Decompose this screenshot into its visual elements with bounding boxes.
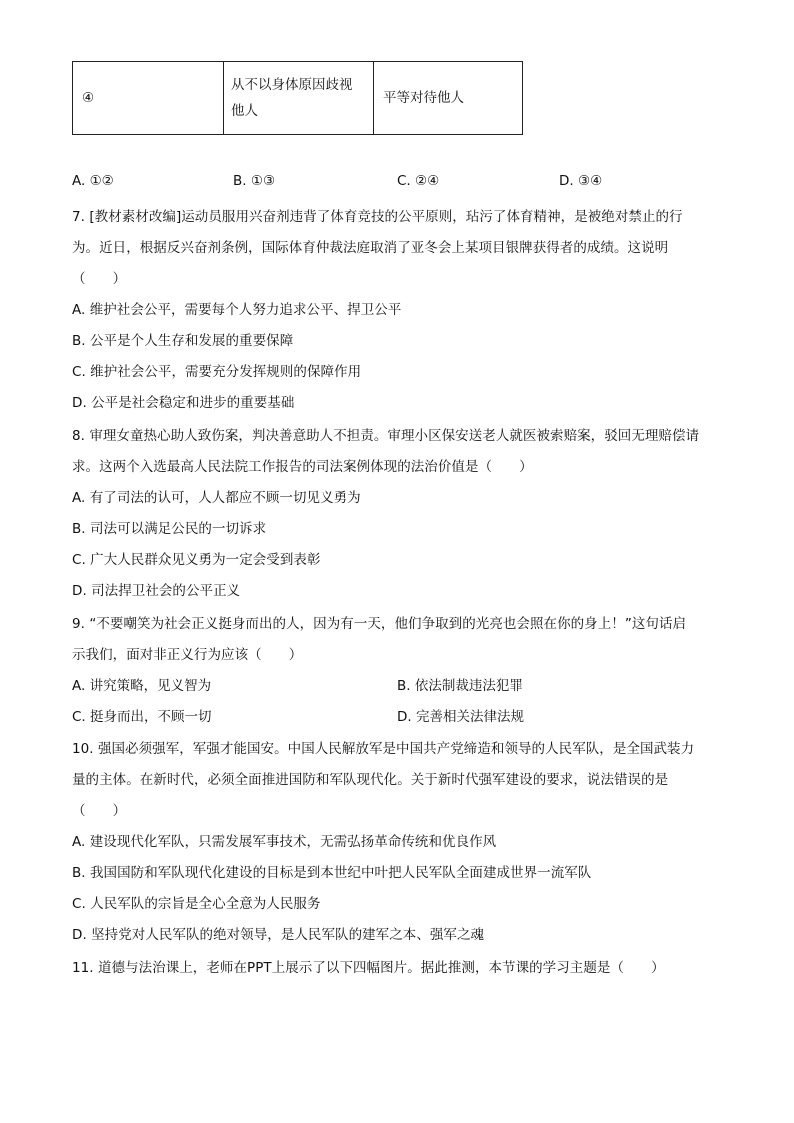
q10-option-b: B. 我国国防和军队现代化建设的目标是到本世纪中叶把人民军队全面建成世界一流军队 xyxy=(72,865,592,881)
q10-stem-line1: 10. 强国必须强军，军强才能国安。中国人民解放军是中国共产党缔造和领导的人民军队，是全国武装力 xyxy=(72,741,695,757)
q10-option-d: D. 坚持党对人民军队的绝对领导，是人民军队的建军之本、强军之魂 xyxy=(72,927,485,943)
table-cell-behavior-line1: 从不以身体原因歧视 xyxy=(231,77,353,93)
q8-option-d: D. 司法捍卫社会的公平正义 xyxy=(72,583,241,599)
q7-option-b: B. 公平是个人生存和发展的重要保障 xyxy=(72,333,294,349)
table-row xyxy=(73,62,523,135)
q8-option-c: C. 广大人民群众见义勇为一定会受到表彰 xyxy=(72,552,321,568)
q8-stem-line1: 8. 审理女童热心助人致伤案，判决善意助人不担责。审理小区保安送老人就医被索赔案，驳回无理赔偿请 xyxy=(72,428,700,444)
table-cell-behavior xyxy=(224,62,374,135)
q6-option-a: A. ①② xyxy=(72,173,114,189)
q7-stem-line2: 为。近日，根据反兴奋剂条例，国际体育仲裁法庭取消了亚冬会上某项目银牌获得者的成绩。这说明 xyxy=(72,240,669,256)
q8-option-b: B. 司法可以满足公民的一切诉求 xyxy=(72,521,267,537)
q7-option-c: C. 维护社会公平，需要充分发挥规则的保障作用 xyxy=(72,364,362,380)
q9-option-b: B. 依法制裁违法犯罪 xyxy=(397,678,523,694)
q6-option-d: D. ③④ xyxy=(559,173,603,189)
q6-option-c: C. ②④ xyxy=(397,173,440,189)
q7-option-a: A. 维护社会公平，需要每个人努力追求公平、捍卫公平 xyxy=(72,302,402,318)
q8-option-a: A. 有了司法的认可，人人都应不顾一切见义勇为 xyxy=(72,490,361,506)
q10-option-a: A. 建设现代化军队，只需发展军事技术，无需弘扬革命传统和优良作风 xyxy=(72,834,497,850)
q7-option-d: D. 公平是社会稳定和进步的重要基础 xyxy=(72,395,295,411)
q9-stem-line1: 9. “不要嘲笑为社会正义挺身而出的人，因为有一天，他们争取到的光亮也会照在你的身上！”这句话启 xyxy=(72,616,687,632)
answer-table-fragment xyxy=(72,61,523,135)
q10-stem-line2: 量的主体。在新时代，必须全面推进国防和军队现代化。关于新时代强军建设的要求，说法错误的是 xyxy=(72,772,669,788)
table-cell-behavior-line2: 他人 xyxy=(231,103,258,119)
q7-stem-line1: 7. [教材素材改编]运动员服用兴奋剂违背了体育竞技的公平原则，玷污了体育精神，是被绝对禁止的行 xyxy=(72,209,683,225)
q9-stem-line2: 示我们，面对非正义行为应该（ ） xyxy=(72,647,303,663)
q7-stem-line3: （ ） xyxy=(72,271,127,287)
table-cell-value: 平等对待他人 xyxy=(374,62,523,135)
q9-option-a: A. 讲究策略，见义智为 xyxy=(72,678,212,694)
q9-option-c: C. 挺身而出，不顾一切 xyxy=(72,709,212,725)
q10-stem-line3: （ ） xyxy=(72,803,127,819)
q11-stem-line1: 11. 道德与法治课上，老师在PPT上展示了以下四幅图片。据此推测，本节课的学习主题是（ ） xyxy=(72,960,665,976)
q8-stem-line2: 求。这两个入选最高人民法院工作报告的司法案例体现的法治价值是（ ） xyxy=(72,459,533,475)
table-cell-number: ④ xyxy=(73,62,224,135)
q10-option-c: C. 人民军队的宗旨是全心全意为人民服务 xyxy=(72,896,321,912)
q6-option-b: B. ①③ xyxy=(233,173,276,189)
q9-option-d: D. 完善相关法律法规 xyxy=(397,709,524,725)
